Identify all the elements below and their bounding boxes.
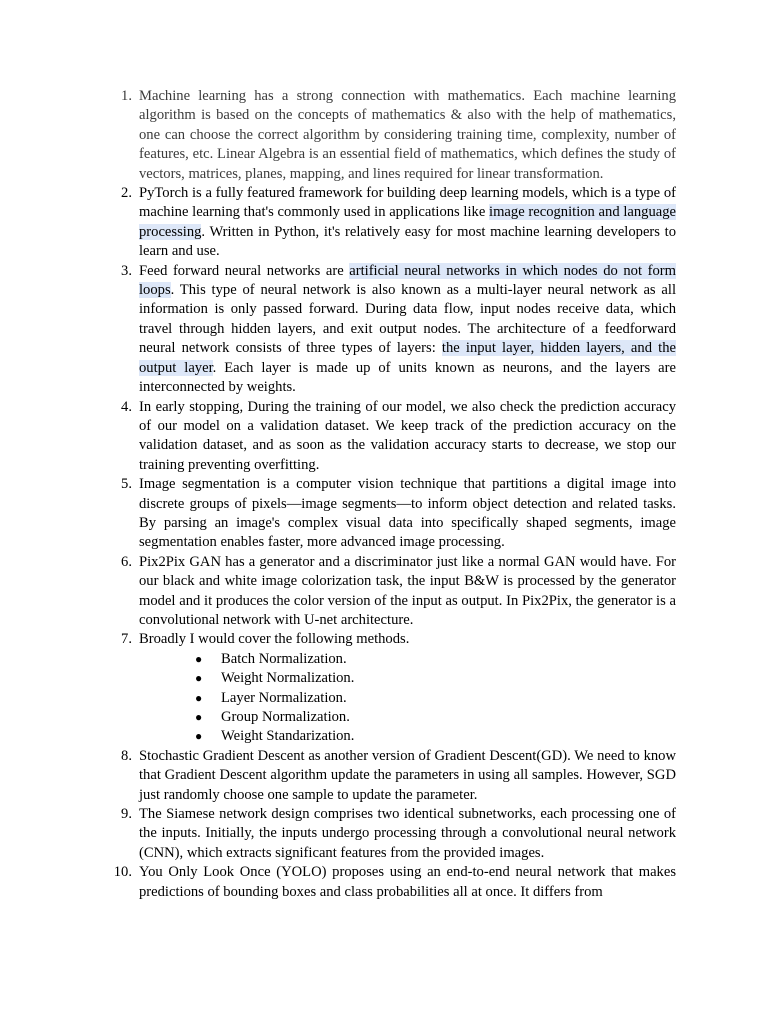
bullet-item <box>139 669 676 688</box>
item-number: 7. <box>121 631 132 648</box>
item-number: 5. <box>121 476 132 493</box>
item-number: 2. <box>121 185 132 202</box>
item-number: 9. <box>121 806 132 823</box>
item-text: You Only Look Once (YOLO) proposes using an end-to-end neural network that makes predictions of bounding boxes and class probabilities all at once. It differs from <box>139 864 676 900</box>
highlighted-text: the input layer, hidden layers, and the output layer <box>139 340 676 376</box>
list-item <box>110 863 676 902</box>
bullet-icon: ● <box>195 710 203 724</box>
item-text: In early stopping, During the training of our model, we also check the prediction accuracy of our model on a validation dataset. We keep track of the prediction accuracy on the validation dataset, and as soon as the validation accuracy starts to decrease, we stop our training preventing overfitting. <box>139 398 676 473</box>
list-item <box>110 553 676 631</box>
item-text: Image segmentation is a computer vision technique that partitions a digital image into discrete groups of pixels—image segments—to inform object detection and related tasks. By parsing an image's complex visual data into specifically shaped segments, image segmentation enables faster, more advanced image processing. <box>139 476 676 551</box>
item-number: 1. <box>121 88 132 104</box>
bullet-icon: ● <box>195 671 203 686</box>
highlighted-text: image recognition and language processing <box>139 204 676 240</box>
bullet-icon: ● <box>195 690 203 705</box>
bullet-item <box>139 689 676 708</box>
bullet-text: Weight Normalization. <box>221 670 355 687</box>
item-text: Stochastic Gradient Descent as another version of Gradient Descent(GD). We need to know that Gradient Descent algorithm update the parameters in using all samples. However, SGD just randomly choose one sample to update the parameter. <box>139 747 676 803</box>
item-number: 4. <box>121 398 132 415</box>
bullet-item <box>139 650 676 669</box>
item-text: . This type of neural network is also known as a multi-layer neural network as all information is only passed forward. During data flow, input nodes receive data, which travel through hidden layers, and exit output nodes. The architecture of a feedforward neural network consists of three types of layers: <box>139 282 676 357</box>
item-text: PyTorch is a fully featured framework for building deep learning models, which is a type of machine learning that's commonly used in applications like <box>139 185 676 221</box>
bullet-text: Group Normalization. <box>221 709 350 725</box>
list-item <box>110 805 676 863</box>
item-number: 3. <box>121 262 132 279</box>
bullet-item <box>139 727 676 746</box>
bullet-icon: ● <box>195 729 203 744</box>
list-item <box>110 262 676 398</box>
bullet-text: Weight Standarization. <box>221 728 355 745</box>
bullet-icon: ● <box>195 651 203 666</box>
bullet-text: Batch Normalization. <box>221 650 347 667</box>
bullet-item <box>139 708 676 727</box>
item-number: 10. <box>113 864 132 881</box>
item-text: Broadly I would cover the following methods. <box>139 631 410 648</box>
list-item <box>110 630 676 746</box>
list-item <box>110 87 676 184</box>
bullet-list <box>139 650 676 747</box>
list-item <box>110 747 676 805</box>
item-text: . Each layer is made up of units known as neurons, and the layers are interconnected by weights. <box>139 359 677 396</box>
list-item <box>110 398 676 476</box>
item-number: 6. <box>121 553 132 570</box>
list-item <box>110 475 676 553</box>
numbered-list <box>110 87 676 902</box>
bullet-text: Layer Normalization. <box>221 689 347 706</box>
item-text: Pix2Pix GAN has a generator and a discriminator just like a normal GAN would have. For our black and white image colorization task, the input B&W is processed by the generator model and it produces the color version of the input as output. In Pix2Pix, the generator is a convolutional network with U-net architecture. <box>139 553 676 628</box>
list-item <box>110 184 676 262</box>
item-text: . Written in Python, it's relatively easy for most machine learning developers to learn and use. <box>139 223 676 260</box>
item-text: Machine learning has a strong connection with mathematics. Each machine learning algorithm is based on the concepts of mathematics & also with the help of mathematics, one can choose the correct algorithm by considering training time, complexity, number of features, etc. Linear Algebra is an essential field of mathematics, which defines the study of vectors, matrices, planes, mapping, and lines required for linear transformation. <box>139 88 676 182</box>
item-text: The Siamese network design comprises two identical subnetworks, each processing one of the inputs. Initially, the inputs undergo processing through a convolutional neural network (CNN), which extracts significant features from the provided images. <box>139 806 676 861</box>
highlighted-text: artificial neural networks in which nodes do not form loops <box>139 262 676 299</box>
item-number: 8. <box>121 747 132 764</box>
item-text: Feed forward neural networks are <box>139 262 350 279</box>
